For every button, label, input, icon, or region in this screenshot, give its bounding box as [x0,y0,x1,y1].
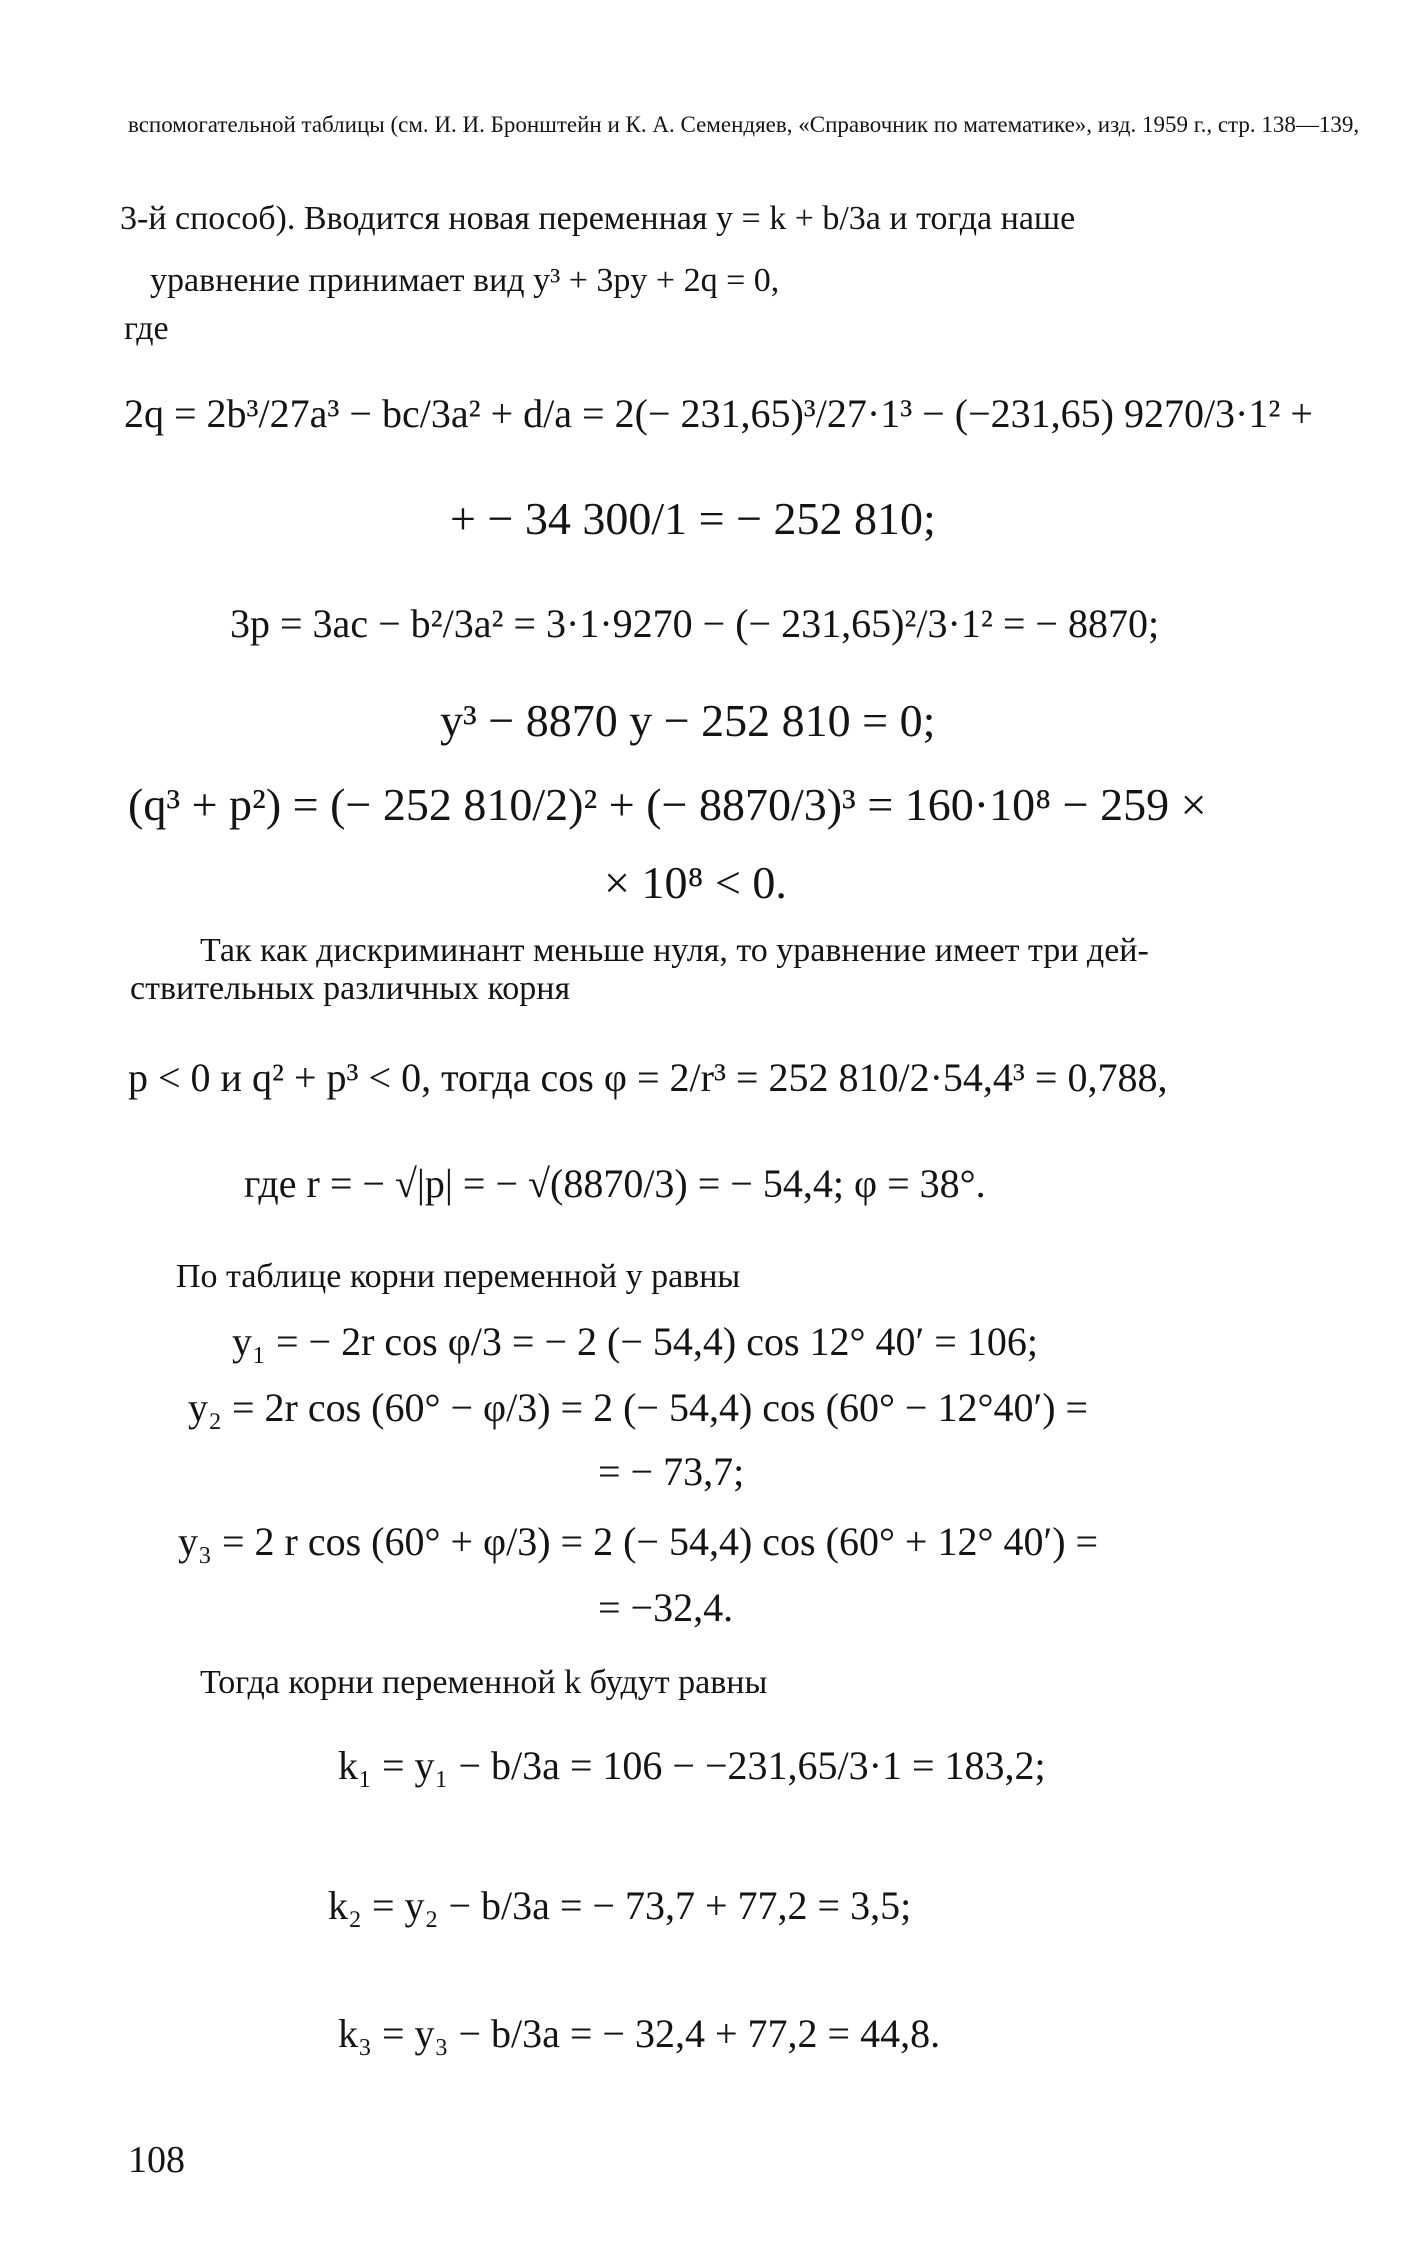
text-line-k-roots: Тогда корни переменной k будут равны [200,1664,768,1701]
equation-y3-continued: = −32,4. [598,1585,734,1630]
equation-r: где r = − √|p| = − √(8870/3) = − 54,4; φ = 38°. [244,1161,986,1206]
equation-discriminant-continued: × 10⁸ < 0. [604,857,787,908]
equation-y3: y₃ = 2 r cos (60° + φ/3) = 2 (− 54,4) cos (60° + 12° 40′) = [178,1519,1099,1564]
equation-k2: k₂ = y₂ − b/3a = − 73,7 + 77,2 = 3,5; [328,1883,912,1928]
text-line-discriminant: Так как дискриминант меньше нуля, то уравнение имеет три дей- [200,932,1149,969]
text-line-roots: ствительных различных корня [130,970,571,1007]
equation-y2-continued: = − 73,7; [598,1449,745,1494]
equation-cos-phi: p < 0 и q² + p³ < 0, тогда cos φ = 2/r³ = 252 810/2·54,4³ = 0,788, [128,1055,1168,1100]
page-number: 108 [128,2139,185,2181]
text-line-2: 3-й способ). Вводится новая переменная y = k + b/3a и тогда наше [120,200,1076,237]
equation-3p: 3p = 3ac − b²/3a² = 3·1·9270 − (− 231,65)²/3·1² = − 8870; [230,601,1160,646]
text-line-table: По таблице корни переменной y равны [176,1258,741,1295]
text-line-1: вспомогательной таблицы (см. И. И. Бронштейн и К. А. Семендяев, «Справочник по математике», изд. 1959 г., стр. 138—139, [128,112,1360,137]
equation-y2: y₂ = 2r cos (60° − φ/3) = 2 (− 54,4) cos (60° − 12°40′) = [188,1385,1089,1430]
equation-2q-continued: + − 34 300/1 = − 252 810; [450,493,936,544]
equation-cubic: y³ − 8870 y − 252 810 = 0; [440,695,936,746]
equation-2q: 2q = 2b³/27a³ − bc/3a² + d/a = 2(− 231,65)³/27·1³ − (−231,65) 9270/3·1² + [124,391,1313,436]
equation-k1: k₁ = y₁ − b/3a = 106 − −231,65/3·1 = 183,2; [338,1743,1046,1788]
equation-discriminant: (q³ + p²) = (− 252 810/2)² + (− 8870/3)³ = 160·10⁸ − 259 × [128,779,1207,830]
equation-k3: k₃ = y₃ − b/3a = − 32,4 + 77,2 = 44,8. [338,2011,941,2056]
equation-y1: y₁ = − 2r cos φ/3 = − 2 (− 54,4) cos 12° 40′ = 106; [232,1319,1038,1364]
text-line-4: где [124,310,169,347]
text-line-3: уравнение принимает вид y³ + 3py + 2q = 0, [150,262,780,299]
